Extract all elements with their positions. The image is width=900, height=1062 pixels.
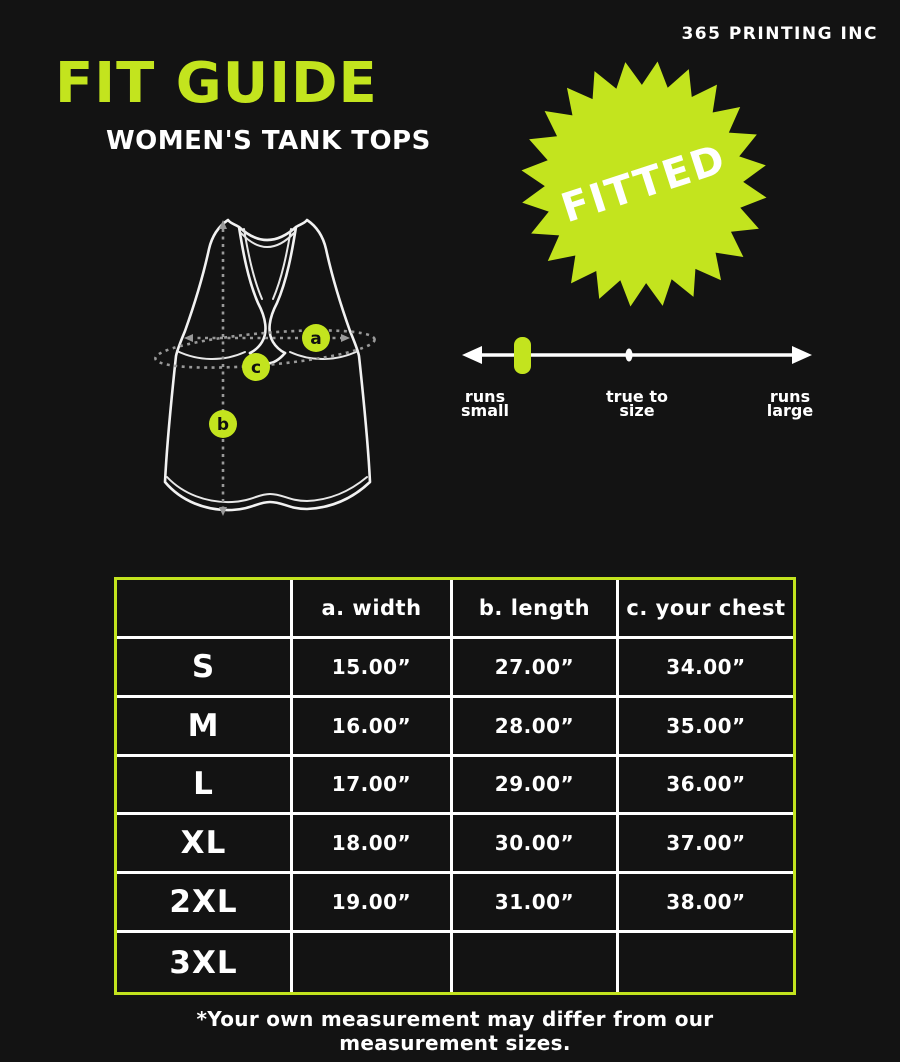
marker-a-label: a [310,329,322,349]
table-cell-width: 18.00” [293,815,453,874]
scale-label-true-to-size [587,387,687,420]
table-cell-chest: 34.00” [619,639,793,698]
table-header-length: b. length [453,580,619,639]
table-cell-chest [619,933,793,992]
size-table [114,577,796,995]
table-cell-length: 31.00” [453,874,619,933]
table-cell-chest: 35.00” [619,698,793,757]
table-cell-chest: 37.00” [619,815,793,874]
table-cell-width: 15.00” [293,639,453,698]
marker-b-label: b [216,415,230,435]
measurement-disclaimer: *Your own measurement may differ from our measurement sizes. [196,1007,714,1055]
width-arrow-right [341,334,350,342]
table-header-size [117,580,293,639]
table-cell-width: 16.00” [293,698,453,757]
tank-underarm-left [177,351,245,359]
fit-scale-arrow-right [792,346,812,364]
table-header-chest: c. your chest [619,580,793,639]
table-cell-length: 27.00” [453,639,619,698]
tank-top-diagram [130,200,400,530]
table-cell-length [453,933,619,992]
scale-label-line: small [461,401,509,420]
table-row-size: M [117,698,293,757]
marker-c-label: c [250,358,262,378]
table-row-size: 2XL [117,874,293,933]
table-cell-chest: 38.00” [619,874,793,933]
fit-scale [450,328,830,383]
width-arrow-left [184,334,193,342]
table-header-width: a. width [293,580,453,639]
scale-label-runs-large [740,387,840,420]
table-row-size: XL [117,815,293,874]
table-cell-length: 28.00” [453,698,619,757]
table-cell-length: 29.00” [453,757,619,816]
fit-scale-marker [514,337,531,374]
scale-label-runs-small [435,387,535,420]
brand-name: 365 PRINTING INC [681,24,878,44]
scale-label-line: runs [769,387,811,406]
table-cell-length: 30.00” [453,815,619,874]
table-cell-width: 17.00” [293,757,453,816]
scale-label-line: size [619,401,655,420]
scale-label-line: runs [464,387,506,406]
page-subtitle: WOMEN'S TANK TOPS [106,126,431,156]
fit-scale-midpoint-dot [626,349,633,362]
table-cell-chest: 36.00” [619,757,793,816]
fitted-badge [514,54,774,314]
length-arrow-bottom [219,507,227,516]
table-row-size: S [117,639,293,698]
table-row-size: L [117,757,293,816]
fitted-badge-label: FITTED [555,135,733,233]
table-cell-width: 19.00” [293,874,453,933]
table-cell-width [293,933,453,992]
fit-scale-arrow-left [462,346,482,364]
table-row-size: 3XL [117,933,293,992]
tank-hem-seam [167,477,367,502]
page-title: FIT GUIDE [55,51,378,116]
scale-label-line: true to [606,387,668,406]
scale-label-line: large [766,401,814,420]
